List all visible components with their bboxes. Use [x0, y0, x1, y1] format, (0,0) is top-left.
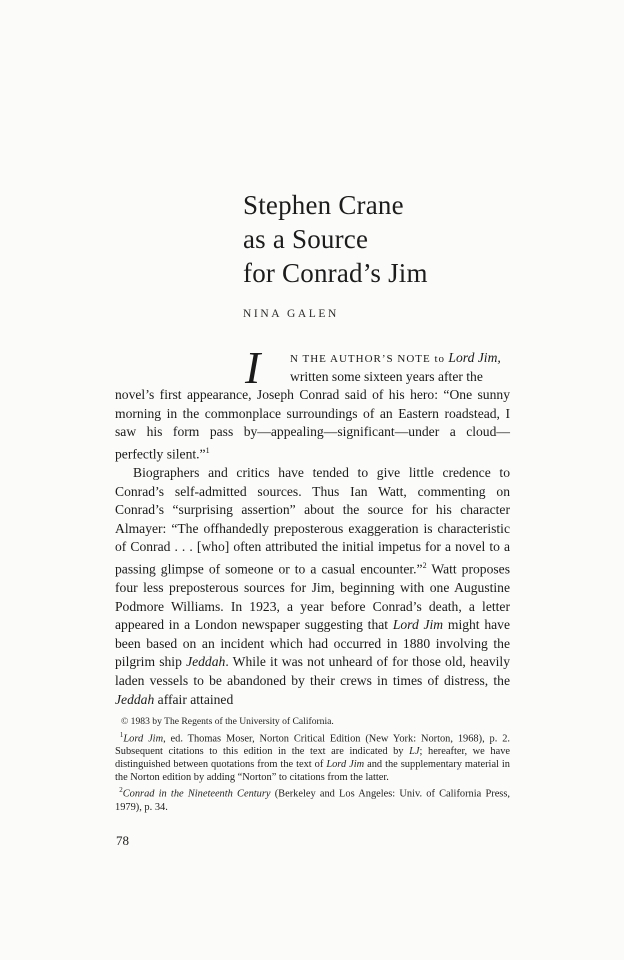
- paragraph-2-part-c: might have been based on an incident which had occurred in 1880 involving the pilgrim ship: [115, 617, 510, 670]
- italic-jeddah-1: Jeddah: [186, 654, 226, 670]
- footnote-ref-1: 1: [205, 445, 210, 455]
- footnote-1-title-2: Lord Jim: [326, 758, 365, 770]
- opening-lines: [115, 342, 510, 393]
- footnote-2: [115, 784, 510, 814]
- title-line-2: as a Source: [243, 224, 369, 254]
- paragraph-2: [115, 464, 510, 709]
- italic-jeddah-2: Jeddah: [115, 691, 155, 707]
- opening-line-2: written some sixteen years after the: [290, 368, 483, 384]
- opening-line-1: [290, 349, 510, 369]
- footnote-1-text-3: and the supplementary material in the Norton edition by adding “Norton” to citations from the latter.: [115, 758, 511, 783]
- footnote-1: [115, 729, 510, 785]
- drop-cap: I: [245, 342, 261, 393]
- paragraph-1-text: novel’s first appearance, Joseph Conrad said of his hero: “One sunny morning in the commonplace surroundings of an Eastern roadstead, I saw his form pass by—appealing—significant—under a cloud—perfectly silent.”: [115, 387, 510, 462]
- title-line-1: Stephen Crane: [243, 190, 404, 220]
- footnote-ref-2: 2: [422, 560, 427, 570]
- footnote-2-mark: 2: [119, 786, 123, 795]
- title-line-3: for Conrad’s Jim: [243, 258, 428, 288]
- footnote-1-mark: 1: [119, 730, 124, 739]
- page-number: 78: [116, 833, 129, 848]
- footnote-1-title: Lord Jim: [123, 733, 164, 745]
- paragraph-2-part-b: Watt proposes four less preposterous sources for Jim, beginning with one Augustine Podmore Williams. In 1923, a year before Conrad’s death, a letter appeared in a London newspaper suggesting that: [115, 561, 510, 633]
- article-title-block: [243, 188, 428, 320]
- paragraph-2-part-d: . While it was not unheard of for those old, heavily laden vessels to be abandoned by their crews in times of distress, the: [115, 654, 511, 688]
- author-name: NINA GALEN: [243, 308, 339, 320]
- paragraph-1: [115, 386, 510, 464]
- italic-lord-jim: Lord Jim: [392, 617, 444, 633]
- footnote-1-abbr: LJ: [409, 746, 420, 758]
- opening-title-italic: Lord Jim,: [448, 350, 501, 365]
- footnote-1-text: , ed. Thomas Moser, Norton Critical Edition (New York: Norton, 1968), p. 2. Subsequent citations to this edition in the text are indicated by: [115, 733, 510, 758]
- footnotes: [115, 716, 510, 815]
- opening-smallcaps: N THE AUTHOR’S NOTE to: [290, 353, 446, 365]
- footnote-1-text-2: ; hereafter, we have distinguished between quotations from the text of: [115, 746, 511, 770]
- footnote-2-text: (Berkeley and Los Angeles: Univ. of California Press, 1979), p. 34.: [115, 788, 510, 813]
- paragraph-2-part-e: affair attained: [154, 691, 234, 707]
- paragraph-2-part-a: Biographers and critics have tended to give little credence to Conrad’s self-admitted sources. Thus Ian Watt, commenting on Conrad’s “surprising assertion” about the source for his character Almayer: “The offhandedly preposterous exaggeration is characteristic of Conrad . . . [who] often attributed the initial impetus for a novel to a passing glimpse of someone or to a casual encounter.”: [115, 464, 510, 577]
- copyright-notice: © 1983 by The Regents of the University of California.: [121, 716, 334, 727]
- footnote-2-title: Conrad in the Nineteenth Century: [122, 788, 271, 800]
- article-body: [115, 342, 511, 709]
